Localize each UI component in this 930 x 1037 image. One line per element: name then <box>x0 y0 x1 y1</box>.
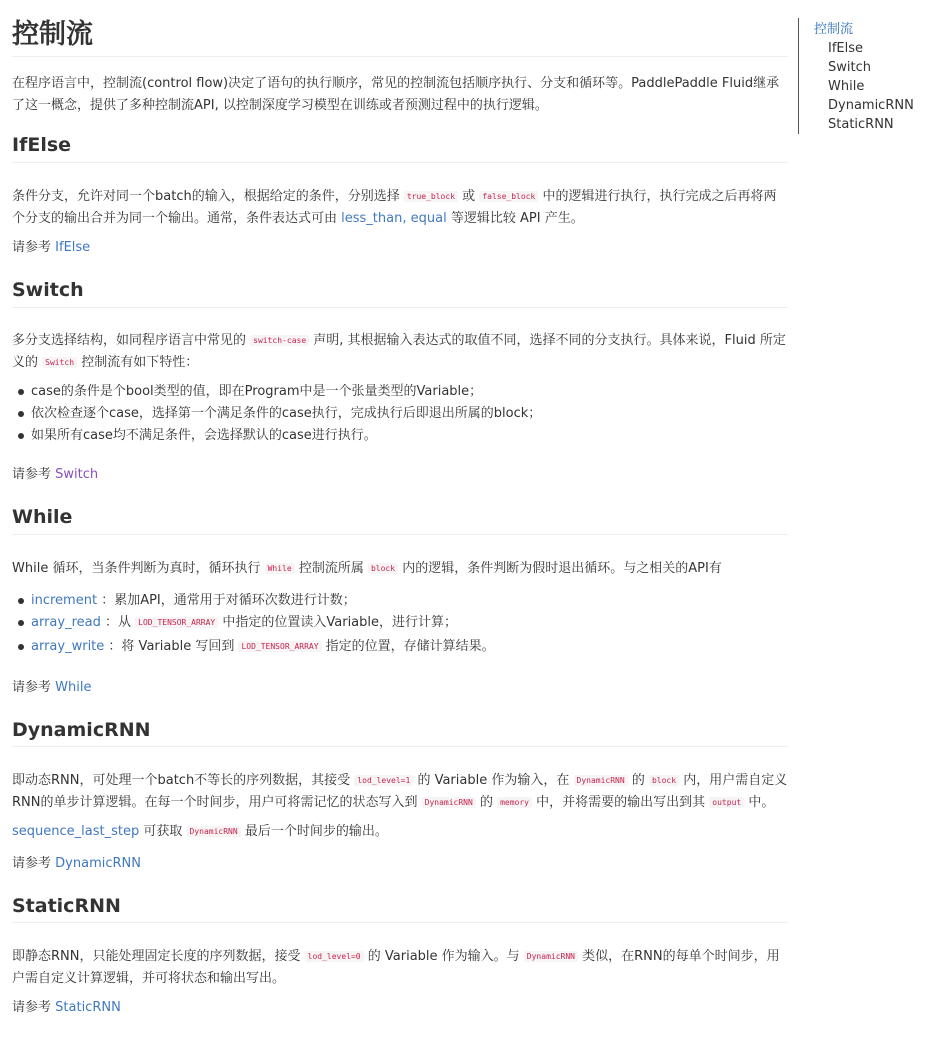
code-false-block: false_block <box>479 191 538 202</box>
toc-item-ifelse[interactable]: IfElse <box>828 41 864 56</box>
link-equal[interactable]: equal <box>410 211 447 226</box>
divider-while <box>12 534 788 535</box>
code-true-block: true_block <box>404 191 458 202</box>
list-item: array_write ：将 Variable 写回到 LOD_TENSOR_ARRAY 指定的位置，存储计算结果。 <box>12 636 788 658</box>
toc-item-while[interactable]: While <box>828 79 865 94</box>
code-output: output <box>709 797 744 808</box>
link-ref-switch[interactable]: Switch <box>55 467 99 482</box>
code-lod-level-1: lod_level=1 <box>354 775 413 786</box>
heading-while: While <box>12 506 73 528</box>
page-title: 控制流 <box>12 19 93 50</box>
code-dynamicrnn: DynamicRNN <box>524 951 578 962</box>
code-dynamicrnn: DynamicRNN <box>422 797 476 808</box>
toc-item-dynamicrnn[interactable]: DynamicRNN <box>828 98 914 113</box>
staticrnn-see-also: 请参考 StaticRNN <box>12 1000 121 1015</box>
link-ref-staticrnn[interactable]: StaticRNN <box>55 1000 121 1015</box>
switch-paragraph: 多分支选择结构，如同程序语言中常见的 switch-case 声明, 其根据输入表达式的取值不同，选择不同的分支执行。具体来说，Fluid 所定义的 Switch 控制流有如下特性： <box>12 333 786 370</box>
code-block: block <box>368 563 398 574</box>
link-array-read[interactable]: array_read <box>31 615 101 630</box>
heading-ifelse: IfElse <box>12 134 72 156</box>
link-ref-dynamicrnn[interactable]: DynamicRNN <box>55 856 141 871</box>
code-dynamicrnn: DynamicRNN <box>574 775 628 786</box>
list-item: 如果所有case均不满足条件，会选择默认的case进行执行。 <box>12 425 788 447</box>
code-lod-tensor-array: LOD_TENSOR_ARRAY <box>135 617 218 628</box>
switch-bullet-list <box>12 381 788 447</box>
link-ref-while[interactable]: While <box>55 680 92 695</box>
link-increment[interactable]: increment <box>31 593 98 608</box>
intro-paragraph: 在程序语言中，控制流(control flow)决定了语句的执行顺序，常见的控制流包括顺序执行、分支和循环等。PaddlePaddle Fluid继承了这一概念，提供了多种控制流API, 以控制深度学习模型在训练或者预测过程中的执行逻辑。 <box>12 76 780 113</box>
code-lod-tensor-array: LOD_TENSOR_ARRAY <box>238 641 321 652</box>
code-block: block <box>649 775 679 786</box>
list-item: case的条件是个bool类型的值，即在Program中是一个张量类型的Variable； <box>12 381 788 403</box>
code-lod-level-0: lod_level=0 <box>305 951 364 962</box>
ifelse-see-also: 请参考 IfElse <box>12 240 91 255</box>
title-divider <box>12 56 788 57</box>
link-ref-ifelse[interactable]: IfElse <box>55 240 91 255</box>
while-paragraph: While 循环，当条件判断为真时，循环执行 While 控制流所属 block 内的逻辑，条件判断为假时退出循环。与之相关的API有 <box>12 561 722 576</box>
code-while: While <box>265 563 295 574</box>
while-see-also: 请参考 While <box>12 680 92 695</box>
divider-ifelse <box>12 162 788 163</box>
code-dynamicrnn: DynamicRNN <box>187 826 241 837</box>
dynamicrnn-see-also: 请参考 DynamicRNN <box>12 856 141 871</box>
divider-staticrnn <box>12 922 788 923</box>
dynamicrnn-paragraph: 即动态RNN，可处理一个batch不等长的序列数据，其接受 lod_level=1 的 Variable 作为输入，在 DynamicRNN 的 block 内，用户需自定义RNN的单步计算逻辑。在每一个时间步，用户可将需记忆的状态写入到 DynamicRNN 的 memory 中，并将需要的输出写出到其 output 中。 <box>12 773 788 810</box>
switch-see-also: 请参考 Switch <box>12 467 99 482</box>
link-less-than[interactable]: less_than, <box>341 211 407 226</box>
link-array-write[interactable]: array_write <box>31 639 105 654</box>
code-switch-case: switch-case <box>250 335 309 346</box>
toc-item-switch[interactable]: Switch <box>828 60 871 75</box>
list-item: increment ：累加API，通常用于对循环次数进行计数； <box>12 590 788 612</box>
code-memory: memory <box>497 797 532 808</box>
toc-item-staticrnn[interactable]: StaticRNN <box>828 117 894 132</box>
while-bullet-list <box>12 590 788 658</box>
link-sequence-last-step[interactable]: sequence_last_step <box>12 824 140 839</box>
toc-item-control-flow[interactable]: 控制流 <box>814 22 854 37</box>
heading-dynamicrnn: DynamicRNN <box>12 719 151 741</box>
list-item: array_read ：从 LOD_TENSOR_ARRAY 中指定的位置读入Variable，进行计算； <box>12 612 788 634</box>
dynamicrnn-last-step: sequence_last_step 可获取 DynamicRNN 最后一个时间步的输出。 <box>12 824 388 839</box>
table-of-contents <box>798 18 924 134</box>
divider-switch <box>12 307 788 308</box>
heading-staticrnn: StaticRNN <box>12 895 121 917</box>
code-switch: Switch <box>42 357 77 368</box>
ifelse-paragraph: 条件分支，允许对同一个batch的输入，根据给定的条件，分别选择 true_block 或 false_block 中的逻辑进行执行，执行完成之后再将两个分支的输出合并为同一个输出。通常，条件表达式可由 less_than, equal 等逻辑比较 API 产生。 <box>12 189 777 226</box>
divider-dynamicrnn <box>12 746 788 747</box>
heading-switch: Switch <box>12 279 84 301</box>
staticrnn-paragraph: 即静态RNN，只能处理固定长度的序列数据，接受 lod_level=0 的 Variable 作为输入。与 DynamicRNN 类似，在RNN的每单个时间步，用户需自定义计算逻辑，并可将状态和输出写出。 <box>12 949 780 986</box>
list-item: 依次检查逐个case，选择第一个满足条件的case执行，完成执行后即退出所属的block； <box>12 403 788 425</box>
